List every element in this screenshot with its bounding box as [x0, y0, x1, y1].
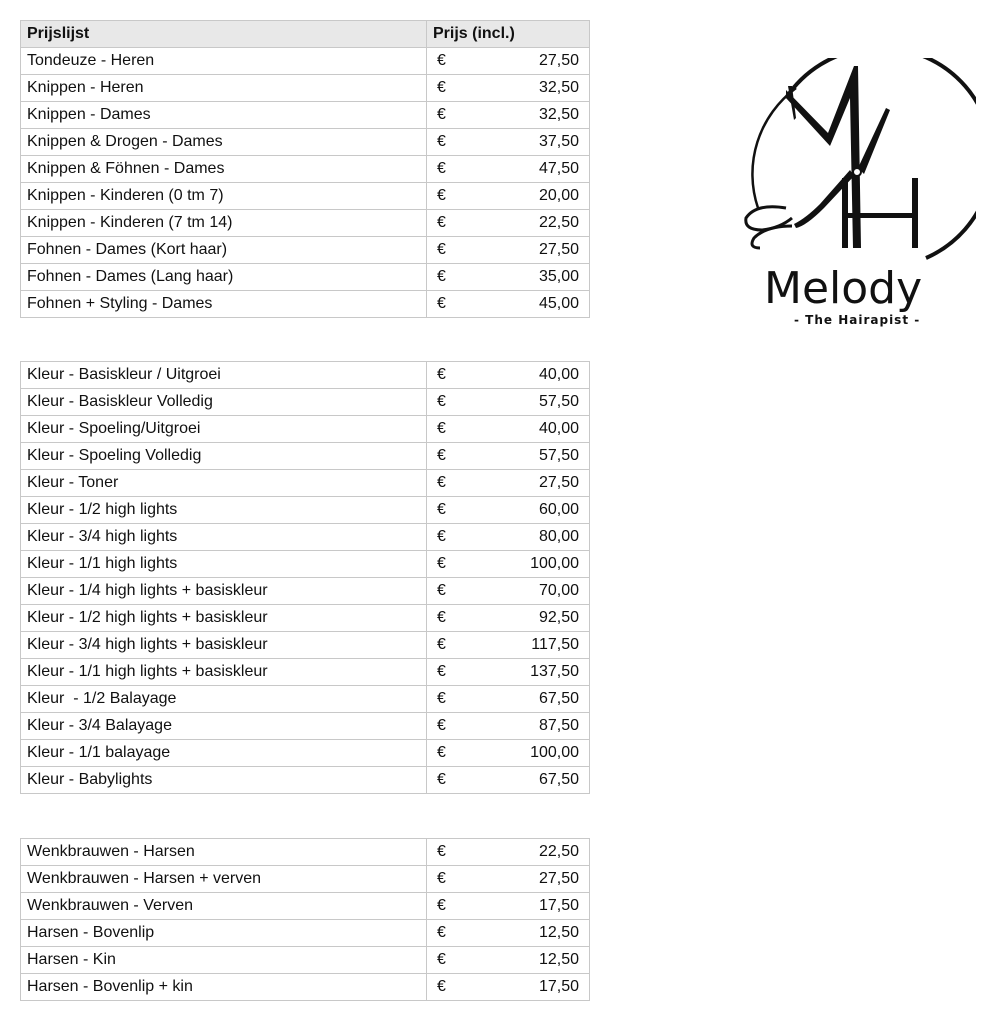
price-amount: 35,00 — [538, 268, 579, 285]
currency-symbol: € — [437, 555, 446, 572]
table-header-row — [21, 21, 590, 48]
currency-symbol: € — [437, 636, 446, 653]
price-cell — [427, 578, 590, 605]
table-row — [21, 974, 590, 1001]
table-row — [21, 362, 590, 389]
price-cell — [427, 866, 590, 893]
currency-symbol: € — [437, 717, 446, 734]
currency-symbol: € — [437, 187, 446, 204]
service-name: Knippen - Kinderen (7 tm 14) — [21, 210, 427, 237]
currency-symbol: € — [437, 501, 446, 518]
header-service: Prijslijst — [21, 21, 427, 48]
currency-symbol: € — [437, 924, 446, 941]
currency-symbol: € — [437, 52, 446, 69]
table-row — [21, 893, 590, 920]
currency-symbol: € — [437, 690, 446, 707]
currency-symbol: € — [437, 160, 446, 177]
price-amount: 67,50 — [538, 771, 579, 788]
price-amount: 40,00 — [538, 366, 579, 383]
brand-name: Melody — [764, 263, 923, 314]
service-name: Kleur - Basiskleur / Uitgroei — [21, 362, 427, 389]
price-amount: 17,50 — [538, 897, 579, 914]
price-table-waxing — [20, 838, 590, 1001]
price-amount: 22,50 — [538, 843, 579, 860]
currency-symbol: € — [437, 474, 446, 491]
price-cell — [427, 839, 590, 866]
table-row — [21, 416, 590, 443]
table-row — [21, 210, 590, 237]
table-row — [21, 947, 590, 974]
service-name: Kleur - 1/2 Balayage — [21, 686, 427, 713]
price-cell — [427, 524, 590, 551]
table-row — [21, 470, 590, 497]
price-cell — [427, 686, 590, 713]
price-amount: 117,50 — [531, 636, 579, 653]
price-cell — [427, 210, 590, 237]
table-row — [21, 291, 590, 318]
service-name: Knippen - Dames — [21, 102, 427, 129]
service-name: Kleur - 3/4 high lights + basiskleur — [21, 632, 427, 659]
table-row — [21, 632, 590, 659]
table-row — [21, 183, 590, 210]
price-cell — [427, 974, 590, 1001]
price-amount: 27,50 — [538, 241, 579, 258]
price-amount: 60,00 — [538, 501, 579, 518]
price-cell — [427, 183, 590, 210]
service-name: Kleur - Spoeling/Uitgroei — [21, 416, 427, 443]
price-cell — [427, 102, 590, 129]
service-name: Harsen - Bovenlip + kin — [21, 974, 427, 1001]
currency-symbol: € — [437, 133, 446, 150]
mh-scissors-logo-icon — [736, 58, 976, 338]
service-name: Knippen & Drogen - Dames — [21, 129, 427, 156]
table-row — [21, 264, 590, 291]
price-amount: 17,50 — [538, 978, 579, 995]
table-row — [21, 713, 590, 740]
service-name: Knippen - Kinderen (0 tm 7) — [21, 183, 427, 210]
price-amount: 92,50 — [538, 609, 579, 626]
table-row — [21, 129, 590, 156]
service-name: Wenkbrauwen - Verven — [21, 893, 427, 920]
table-row — [21, 839, 590, 866]
currency-symbol: € — [437, 106, 446, 123]
price-amount: 27,50 — [538, 474, 579, 491]
currency-symbol: € — [437, 771, 446, 788]
price-amount: 32,50 — [538, 79, 579, 96]
price-amount: 27,50 — [538, 870, 579, 887]
service-name: Kleur - 1/2 high lights + basiskleur — [21, 605, 427, 632]
service-name: Kleur - 3/4 Balayage — [21, 713, 427, 740]
price-cell — [427, 389, 590, 416]
price-amount: 40,00 — [538, 420, 579, 437]
price-amount: 70,00 — [538, 582, 579, 599]
currency-symbol: € — [437, 528, 446, 545]
table-row — [21, 497, 590, 524]
melody-logo — [736, 58, 976, 338]
price-cell — [427, 893, 590, 920]
price-cell — [427, 264, 590, 291]
currency-symbol: € — [437, 366, 446, 383]
table-row — [21, 551, 590, 578]
table-row — [21, 578, 590, 605]
currency-symbol: € — [437, 420, 446, 437]
currency-symbol: € — [437, 79, 446, 96]
price-cell — [427, 920, 590, 947]
service-name: Knippen & Föhnen - Dames — [21, 156, 427, 183]
price-amount: 57,50 — [538, 447, 579, 464]
currency-symbol: € — [437, 214, 446, 231]
table-row — [21, 686, 590, 713]
price-amount: 100,00 — [530, 744, 579, 761]
price-amount: 37,50 — [538, 133, 579, 150]
service-name: Fohnen - Dames (Lang haar) — [21, 264, 427, 291]
price-amount: 80,00 — [538, 528, 579, 545]
service-name: Kleur - 1/2 high lights — [21, 497, 427, 524]
price-amount: 27,50 — [538, 52, 579, 69]
price-cell — [427, 48, 590, 75]
table-row — [21, 237, 590, 264]
currency-symbol: € — [437, 843, 446, 860]
price-amount: 22,50 — [538, 214, 579, 231]
table-row — [21, 102, 590, 129]
currency-symbol: € — [437, 582, 446, 599]
service-name: Wenkbrauwen - Harsen — [21, 839, 427, 866]
price-cell — [427, 156, 590, 183]
table-row — [21, 659, 590, 686]
price-cell — [427, 362, 590, 389]
currency-symbol: € — [437, 897, 446, 914]
price-amount: 100,00 — [530, 555, 579, 572]
table-row — [21, 524, 590, 551]
price-cell — [427, 75, 590, 102]
price-cell — [427, 497, 590, 524]
header-price: Prijs (incl.) — [427, 21, 590, 48]
price-cell — [427, 659, 590, 686]
service-name: Fohnen + Styling - Dames — [21, 291, 427, 318]
price-cell — [427, 713, 590, 740]
price-cell — [427, 740, 590, 767]
service-name: Tondeuze - Heren — [21, 48, 427, 75]
service-name: Kleur - 1/1 high lights — [21, 551, 427, 578]
price-cell — [427, 443, 590, 470]
price-cell — [427, 605, 590, 632]
service-name: Kleur - 1/1 balayage — [21, 740, 427, 767]
currency-symbol: € — [437, 393, 446, 410]
price-cell — [427, 551, 590, 578]
price-cell — [427, 416, 590, 443]
service-name: Wenkbrauwen - Harsen + verven — [21, 866, 427, 893]
service-name: Kleur - Toner — [21, 470, 427, 497]
currency-symbol: € — [437, 744, 446, 761]
price-amount: 12,50 — [538, 924, 579, 941]
price-amount: 137,50 — [530, 663, 579, 680]
service-name: Kleur - 1/4 high lights + basiskleur — [21, 578, 427, 605]
price-amount: 87,50 — [538, 717, 579, 734]
price-cell — [427, 470, 590, 497]
price-cell — [427, 947, 590, 974]
table-row — [21, 48, 590, 75]
service-name: Kleur - 3/4 high lights — [21, 524, 427, 551]
table-row — [21, 866, 590, 893]
price-amount: 67,50 — [538, 690, 579, 707]
price-amount: 20,00 — [538, 187, 579, 204]
service-name: Kleur - Spoeling Volledig — [21, 443, 427, 470]
service-name: Harsen - Bovenlip — [21, 920, 427, 947]
price-amount: 32,50 — [538, 106, 579, 123]
currency-symbol: € — [437, 870, 446, 887]
table-row — [21, 740, 590, 767]
currency-symbol: € — [437, 951, 446, 968]
price-amount: 57,50 — [538, 393, 579, 410]
price-table-haircuts — [20, 20, 590, 318]
service-name: Kleur - 1/1 high lights + basiskleur — [21, 659, 427, 686]
service-name: Fohnen - Dames (Kort haar) — [21, 237, 427, 264]
price-amount: 45,00 — [538, 295, 579, 312]
currency-symbol: € — [437, 447, 446, 464]
table-row — [21, 605, 590, 632]
currency-symbol: € — [437, 295, 446, 312]
table-row — [21, 443, 590, 470]
price-amount: 47,50 — [538, 160, 579, 177]
currency-symbol: € — [437, 609, 446, 626]
price-amount: 12,50 — [538, 951, 579, 968]
service-name: Knippen - Heren — [21, 75, 427, 102]
table-row — [21, 920, 590, 947]
service-name: Harsen - Kin — [21, 947, 427, 974]
table-row — [21, 389, 590, 416]
currency-symbol: € — [437, 241, 446, 258]
price-cell — [427, 291, 590, 318]
price-cell — [427, 237, 590, 264]
currency-symbol: € — [437, 978, 446, 995]
service-name: Kleur - Babylights — [21, 767, 427, 794]
price-cell — [427, 129, 590, 156]
brand-tagline: - The Hairapist - — [794, 313, 921, 327]
service-name: Kleur - Basiskleur Volledig — [21, 389, 427, 416]
table-row — [21, 75, 590, 102]
currency-symbol: € — [437, 663, 446, 680]
price-cell — [427, 632, 590, 659]
currency-symbol: € — [437, 268, 446, 285]
table-row — [21, 767, 590, 794]
price-cell — [427, 767, 590, 794]
price-table-color — [20, 361, 590, 794]
table-row — [21, 156, 590, 183]
